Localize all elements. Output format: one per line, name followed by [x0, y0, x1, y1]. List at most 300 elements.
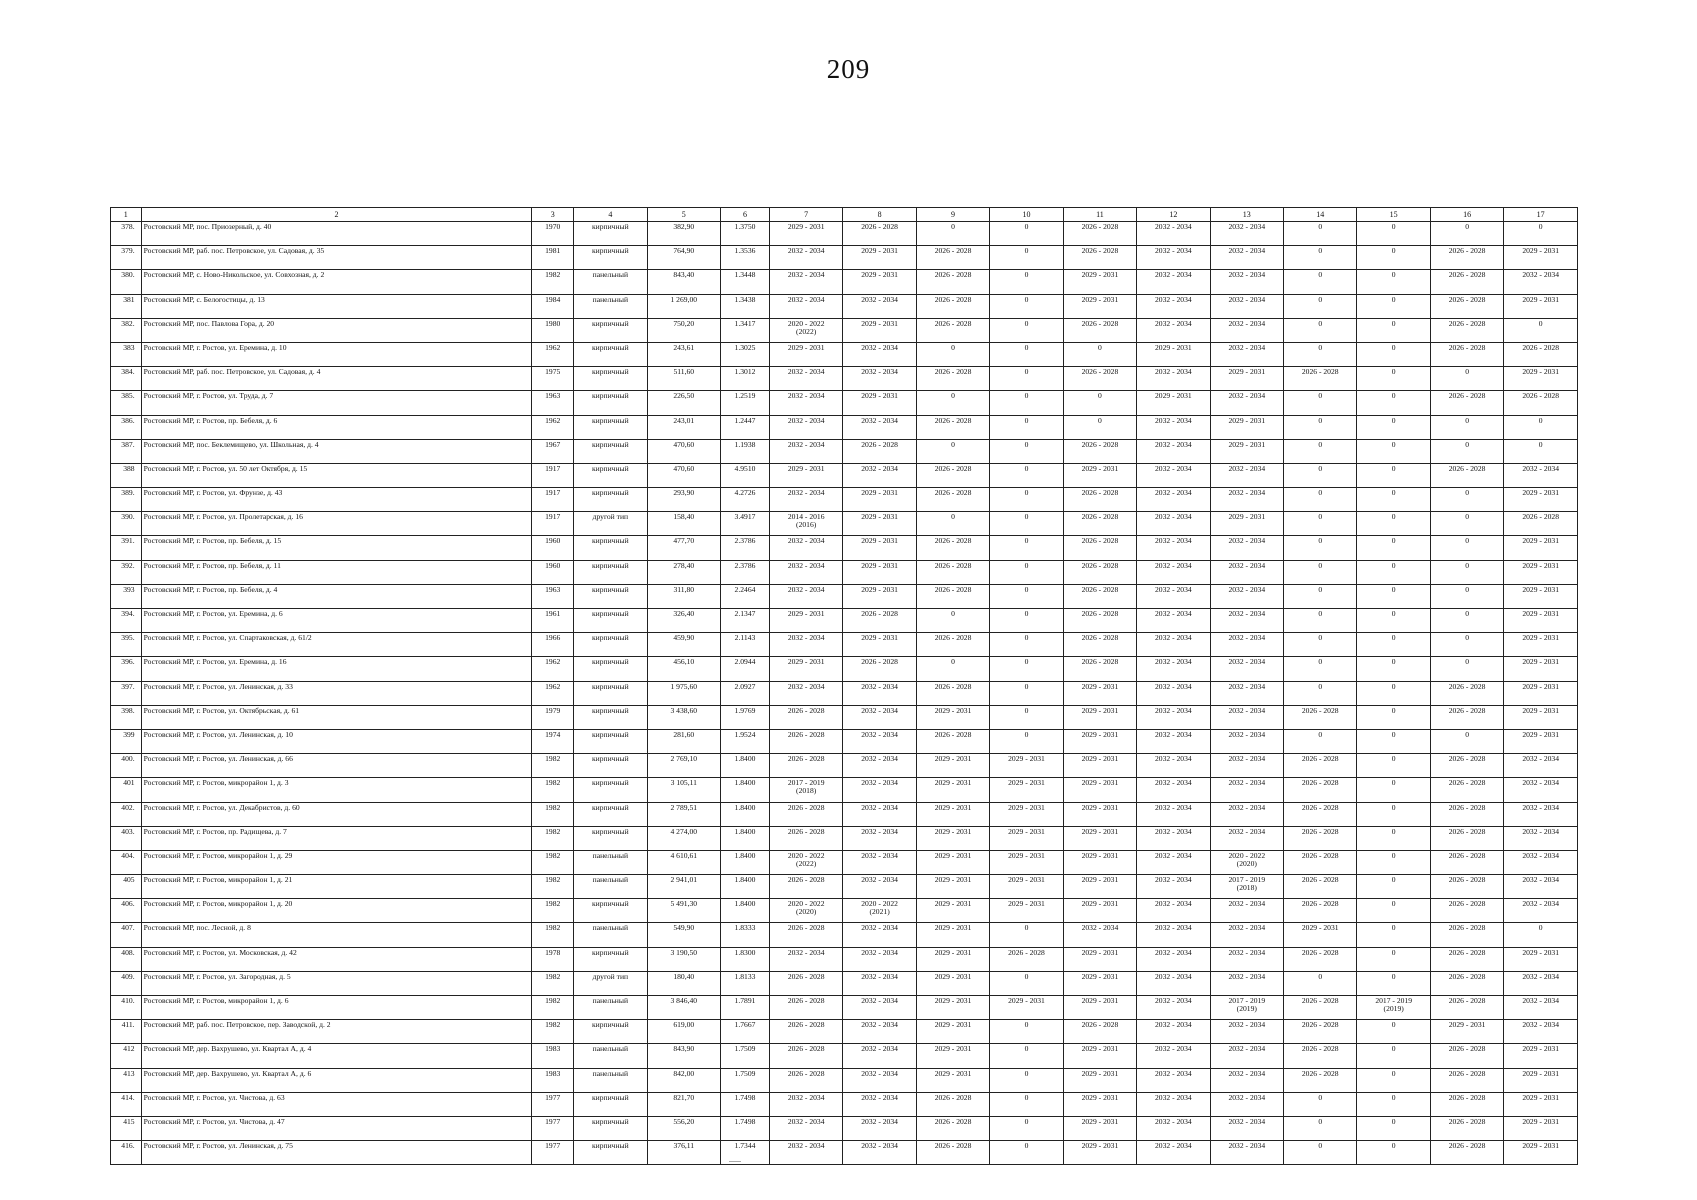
cell-col-12: [1137, 342, 1210, 366]
cell-value: 2.3786: [734, 560, 756, 570]
cell-value: 2026 - 2028: [1448, 246, 1486, 256]
cell-value: 0: [1465, 536, 1469, 546]
cell-value: 0: [1098, 415, 1102, 425]
cell-col-12: [1137, 439, 1210, 463]
cell-col-11: [1063, 415, 1136, 439]
cell-value: 2032 - 2034: [787, 246, 825, 256]
cell-col-14: [1284, 367, 1357, 391]
cell-col-3: [532, 657, 574, 681]
cell-col-4: [574, 802, 647, 826]
cell-value: 2029 - 2031: [1081, 971, 1119, 981]
cell-col-1: [111, 536, 142, 560]
cell-col-15: [1357, 971, 1430, 995]
cell-value: 1983: [545, 1044, 561, 1054]
cell-value: 379.: [121, 246, 135, 256]
table-row: [111, 439, 1578, 463]
cell-value: 0: [1465, 415, 1469, 425]
cell-col-2: [141, 536, 532, 560]
cell-value: 2026 - 2028: [1448, 923, 1486, 933]
cell-value: Ростовский МР, дер. Вахрушево, ул. Квартал А, д. 6: [143, 1068, 312, 1078]
cell-value: 1963: [545, 391, 561, 401]
cell-value: Ростовский МР, г. Ростов, ул. Чистова, д. 47: [143, 1116, 285, 1126]
cell-col-8: [843, 222, 916, 246]
cell-col-10: [990, 560, 1063, 584]
cell-value: 1978: [545, 947, 561, 957]
cell-value: 2026 - 2028: [787, 729, 825, 739]
cell-col-1: [111, 681, 142, 705]
cell-value: 1982: [545, 875, 561, 885]
cell-value: Ростовский МР, г. Ростов, микрорайон 1, д. 20: [143, 899, 293, 909]
cell-value: 3.4917: [734, 512, 756, 522]
column-number-15: 15: [1357, 208, 1430, 222]
cell-value: 1982: [545, 270, 561, 280]
cell-value: 2032 - 2034: [1155, 802, 1192, 812]
cell-col-15: [1357, 875, 1430, 899]
cell-value: 2026 - 2028: [1448, 899, 1486, 909]
cell-value: 2029 - 2031: [1228, 439, 1266, 449]
cell-value: 2026 - 2028: [934, 633, 972, 643]
cell-col-5: [647, 560, 720, 584]
cell-col-1: [111, 222, 142, 246]
cell-col-1: [111, 246, 142, 270]
cell-value: 2029 - 2031: [1008, 754, 1045, 764]
cell-value: 0: [1024, 609, 1029, 618]
cell-col-12: [1137, 971, 1210, 995]
cell-value: 1982: [545, 826, 561, 836]
cell-col-8: [843, 705, 916, 729]
cell-value: 0: [1391, 1044, 1396, 1054]
cell-value: Ростовский МР, г. Ростов, ул. Ленинская, д. 66: [143, 754, 293, 764]
cell-col-1: [111, 778, 142, 802]
cell-value: 2032 - 2034: [1228, 1044, 1266, 1054]
cell-col-16: [1430, 415, 1503, 439]
cell-col-15: [1357, 1068, 1430, 1092]
cell-value: 1917: [545, 463, 561, 473]
cell-value: 0: [1391, 899, 1396, 909]
cell-col-1: [111, 1068, 142, 1092]
cell-col-1: [111, 875, 142, 899]
cell-value: 2032 - 2034: [861, 367, 898, 377]
cell-value: 0: [1024, 536, 1029, 546]
cell-value: 2029 - 2031: [1522, 367, 1560, 377]
cell-col-12: [1137, 560, 1210, 584]
cell-value: кирпичный: [591, 947, 629, 957]
cell-value: 2029 - 2031: [1081, 705, 1119, 715]
cell-value: 2032 - 2034: [1228, 270, 1266, 280]
cell-value: 2029 - 2031: [1522, 1068, 1560, 1078]
cell-col-10: [990, 512, 1063, 536]
table-row: [111, 826, 1578, 850]
cell-col-13: [1210, 342, 1283, 366]
cell-value: 403.: [121, 826, 135, 836]
cell-value: 409.: [121, 971, 135, 981]
cell-value: 2026 - 2028: [787, 826, 825, 836]
cell-col-8: [843, 996, 916, 1020]
cell-col-6: [721, 971, 770, 995]
cell-value: 2029 - 2031: [1522, 1141, 1560, 1151]
cell-col-15: [1357, 584, 1430, 608]
cell-col-5: [647, 996, 720, 1020]
cell-value: 2032 - 2034: [1155, 875, 1192, 885]
cell-value: 2026 - 2028: [1081, 584, 1119, 594]
cell-col-1: [111, 947, 142, 971]
cell-col-8: [843, 633, 916, 657]
cell-value: 2026 - 2028: [1301, 947, 1339, 957]
cell-value: 2032 - 2034: [1155, 947, 1192, 957]
cell-value: 1982: [545, 850, 561, 860]
cell-col-5: [647, 367, 720, 391]
cell-col-2: [141, 1044, 532, 1068]
cell-value: 1.8400: [734, 802, 756, 812]
cell-value: 2014 - 2016: [787, 512, 825, 522]
cell-value: 1975: [545, 367, 561, 377]
cell-col-2: [141, 391, 532, 415]
cell-value: 477,70: [673, 536, 695, 546]
cell-value: 4 274,00: [670, 826, 698, 836]
cell-value: Ростовский МР, г. Ростов, ул. Октябрьская, д. 61: [143, 705, 300, 715]
cell-value: 2020 - 2022: [787, 899, 825, 909]
cell-col-14: [1284, 778, 1357, 802]
cell-value: 2026 - 2028: [787, 754, 825, 764]
cell-col-10: [990, 1044, 1063, 1068]
cell-value: 2029 - 2031: [1522, 488, 1560, 498]
cell-col-5: [647, 778, 720, 802]
cell-col-4: [574, 681, 647, 705]
cell-col-16: [1430, 560, 1503, 584]
cell-value: 0: [1391, 971, 1396, 981]
cell-value: 2032 - 2034: [1228, 802, 1266, 812]
cell-value: 1.9769: [734, 705, 756, 715]
cell-value: кирпичный: [591, 899, 629, 909]
cell-value: 2032 - 2034: [1155, 705, 1192, 715]
cell-col-11: [1063, 1116, 1136, 1140]
cell-value: 2026 - 2028: [1081, 536, 1119, 546]
cell-value: 3 438,60: [670, 705, 698, 715]
cell-col-11: [1063, 294, 1136, 318]
cell-value: 0: [1391, 802, 1396, 812]
cell-value: 2026 - 2028: [1522, 512, 1560, 522]
cell-col-1: [111, 415, 142, 439]
cell-value: 2026 - 2028: [1301, 875, 1339, 885]
cell-col-16: [1430, 367, 1503, 391]
cell-col-14: [1284, 318, 1357, 342]
cell-value: 2029 - 2031: [1081, 729, 1119, 739]
cell-value: 0: [1391, 754, 1396, 764]
cell-value: 2026 - 2028: [1081, 560, 1119, 570]
cell-col-4: [574, 512, 647, 536]
cell-value: 1917: [545, 512, 561, 522]
cell-value: 2029 - 2031: [1081, 826, 1119, 836]
cell-value: 2032 - 2034: [1228, 633, 1266, 643]
cell-value: 1962: [545, 342, 561, 352]
cell-col-5: [647, 875, 720, 899]
cell-value: Ростовский МР, г. Ростов, ул. Еремина, д. 16: [143, 657, 287, 667]
cell-value: 0: [1538, 923, 1543, 933]
cell-completion-year: (2016): [796, 520, 817, 530]
cell-col-12: [1137, 923, 1210, 947]
cell-col-14: [1284, 222, 1357, 246]
cell-col-16: [1430, 463, 1503, 487]
cell-col-3: [532, 778, 574, 802]
cell-col-14: [1284, 391, 1357, 415]
cell-col-6: [721, 609, 770, 633]
cell-col-5: [647, 270, 720, 294]
cell-col-13: [1210, 657, 1283, 681]
cell-value: 2029 - 2031: [1081, 899, 1119, 909]
cell-value: 382,90: [673, 222, 695, 231]
cell-value: 0: [1318, 657, 1323, 667]
cell-value: 0: [1391, 294, 1396, 304]
cell-col-9: [916, 536, 989, 560]
cell-col-2: [141, 294, 532, 318]
cell-col-15: [1357, 826, 1430, 850]
cell-value: 0: [1391, 584, 1396, 594]
cell-col-7: [769, 705, 842, 729]
cell-col-6: [721, 222, 770, 246]
cell-value: 2032 - 2034: [1228, 342, 1266, 352]
cell-col-10: [990, 681, 1063, 705]
cell-col-2: [141, 367, 532, 391]
cell-col-9: [916, 633, 989, 657]
cell-value: 2032 - 2034: [861, 415, 898, 425]
cell-col-15: [1357, 899, 1430, 923]
cell-col-17: [1504, 947, 1578, 971]
cell-col-7: [769, 729, 842, 753]
cell-value: 0: [951, 657, 955, 667]
cell-col-3: [532, 633, 574, 657]
cell-value: 1977: [545, 1092, 561, 1102]
cell-col-14: [1284, 802, 1357, 826]
cell-col-13: [1210, 560, 1283, 584]
cell-value: 2032 - 2034: [787, 536, 825, 546]
cell-col-10: [990, 222, 1063, 246]
cell-value: 1983: [545, 1068, 561, 1078]
cell-value: 2029 - 2031: [861, 318, 898, 328]
cell-value: 2026 - 2028: [1448, 463, 1486, 473]
cell-col-17: [1504, 1116, 1578, 1140]
cell-col-9: [916, 1141, 989, 1165]
cell-value: 2026 - 2028: [1081, 367, 1119, 377]
cell-col-14: [1284, 294, 1357, 318]
cell-col-8: [843, 270, 916, 294]
table-row: [111, 947, 1578, 971]
cell-value: 1.2447: [734, 415, 756, 425]
cell-value: 0: [1024, 584, 1029, 594]
table-row: [111, 560, 1578, 584]
cell-col-8: [843, 246, 916, 270]
cell-col-12: [1137, 1068, 1210, 1092]
cell-value: 2029 - 2031: [1081, 294, 1119, 304]
cell-value: 2026 - 2028: [1081, 512, 1119, 522]
cell-value: кирпичный: [591, 584, 629, 594]
cell-value: 2032 - 2034: [1228, 609, 1266, 618]
table-row: [111, 923, 1578, 947]
cell-value: 2029 - 2031: [861, 270, 898, 280]
cell-col-14: [1284, 681, 1357, 705]
column-number-12: 12: [1137, 208, 1210, 222]
cell-col-2: [141, 318, 532, 342]
cell-value: 1.2519: [734, 391, 756, 401]
cell-value: 2026 - 2028: [934, 415, 972, 425]
cell-value: 2032 - 2034: [787, 367, 825, 377]
cell-value: 2032 - 2034: [1155, 560, 1192, 570]
cell-value: 401: [123, 778, 135, 788]
cell-col-13: [1210, 512, 1283, 536]
table-row: [111, 463, 1578, 487]
cell-value: 0: [1318, 222, 1323, 231]
cell-value: 2029 - 2031: [1008, 802, 1045, 812]
cell-value: 1982: [545, 899, 561, 909]
cell-value: 387.: [121, 439, 135, 449]
cell-value: 0: [1024, 246, 1029, 256]
cell-value: 2032 - 2034: [1155, 609, 1192, 618]
cell-value: 2032 - 2034: [787, 415, 825, 425]
cell-value: 1.8133: [734, 971, 756, 981]
cell-col-12: [1137, 222, 1210, 246]
cell-col-12: [1137, 391, 1210, 415]
cell-col-9: [916, 778, 989, 802]
cell-col-4: [574, 754, 647, 778]
cell-col-17: [1504, 342, 1578, 366]
cell-col-10: [990, 318, 1063, 342]
cell-col-15: [1357, 560, 1430, 584]
cell-value: 2032 - 2034: [1522, 971, 1560, 981]
cell-col-10: [990, 657, 1063, 681]
cell-col-13: [1210, 584, 1283, 608]
cell-value: Ростовский МР, г. Ростов, микрорайон 1, д. 3: [143, 778, 289, 788]
cell-value: 0: [1391, 1092, 1396, 1102]
cell-value: 2026 - 2028: [1448, 342, 1486, 352]
cell-col-10: [990, 778, 1063, 802]
cell-value: 0: [1538, 318, 1543, 328]
cell-col-16: [1430, 971, 1503, 995]
cell-value: 2026 - 2028: [1448, 802, 1486, 812]
cell-col-3: [532, 1116, 574, 1140]
column-number-9: 9: [916, 208, 989, 222]
cell-col-10: [990, 754, 1063, 778]
cell-col-4: [574, 1068, 647, 1092]
table-row: [111, 996, 1578, 1020]
cell-col-2: [141, 657, 532, 681]
cell-col-8: [843, 318, 916, 342]
cell-col-2: [141, 875, 532, 899]
cell-col-14: [1284, 1068, 1357, 1092]
cell-value: Ростовский МР, пос. Беклемищево, ул. Школьная, д. 4: [143, 439, 319, 449]
cell-value: 381: [123, 294, 135, 304]
column-number-11: 11: [1063, 208, 1136, 222]
cell-col-11: [1063, 947, 1136, 971]
cell-value: 1.8300: [734, 947, 756, 957]
cell-col-8: [843, 1020, 916, 1044]
cell-value: 378.: [121, 222, 135, 231]
cell-value: 0: [1391, 246, 1396, 256]
cell-col-2: [141, 729, 532, 753]
cell-value: 0: [1318, 270, 1323, 280]
cell-col-2: [141, 971, 532, 995]
cell-col-1: [111, 996, 142, 1020]
cell-value: 2029 - 2031: [1522, 1092, 1560, 1102]
cell-col-14: [1284, 899, 1357, 923]
cell-col-7: [769, 222, 842, 246]
cell-col-17: [1504, 318, 1578, 342]
cell-col-17: [1504, 488, 1578, 512]
cell-col-10: [990, 342, 1063, 366]
cell-value: 0: [1318, 294, 1323, 304]
cell-col-9: [916, 415, 989, 439]
cell-value: 0: [951, 439, 955, 449]
cell-col-5: [647, 415, 720, 439]
cell-value: 0: [1391, 439, 1396, 449]
cell-col-9: [916, 875, 989, 899]
cell-col-12: [1137, 1141, 1210, 1165]
cell-completion-year: (2018): [796, 786, 817, 796]
cell-value: 2026 - 2028: [934, 560, 972, 570]
cell-col-10: [990, 729, 1063, 753]
cell-value: Ростовский МР, раб. пос. Петровское, ул. Садовая, д. 4: [143, 367, 321, 377]
cell-value: 2029 - 2031: [1081, 681, 1119, 691]
cell-col-7: [769, 899, 842, 923]
cell-value: 2032 - 2034: [1228, 1020, 1266, 1030]
cell-value: 2026 - 2028: [1301, 802, 1339, 812]
cell-col-14: [1284, 270, 1357, 294]
cell-value: 2032 - 2034: [1155, 584, 1192, 594]
cell-col-8: [843, 488, 916, 512]
cell-col-9: [916, 657, 989, 681]
cell-col-4: [574, 947, 647, 971]
cell-value: 3 190,50: [670, 947, 698, 957]
cell-col-16: [1430, 633, 1503, 657]
cell-value: 2032 - 2034: [861, 1116, 898, 1126]
cell-value: 1.3025: [734, 342, 756, 352]
cell-value: 411.: [121, 1020, 135, 1030]
cell-value: 2026 - 2028: [787, 996, 825, 1005]
cell-value: 1917: [545, 488, 561, 498]
cell-value: 2032 - 2034: [1155, 439, 1192, 449]
cell-col-17: [1504, 850, 1578, 874]
cell-col-16: [1430, 584, 1503, 608]
cell-col-5: [647, 246, 720, 270]
cell-col-8: [843, 1141, 916, 1165]
cell-col-2: [141, 222, 532, 246]
cell-value: 2029 - 2031: [1228, 512, 1266, 522]
cell-value: 1960: [545, 560, 561, 570]
cell-col-4: [574, 899, 647, 923]
cell-col-8: [843, 463, 916, 487]
cell-col-16: [1430, 1020, 1503, 1044]
cell-col-3: [532, 391, 574, 415]
table-row: [111, 609, 1578, 633]
cell-value: кирпичный: [591, 609, 629, 618]
cell-col-8: [843, 1092, 916, 1116]
cell-value: 0: [1024, 1116, 1029, 1126]
cell-col-6: [721, 899, 770, 923]
cell-col-1: [111, 294, 142, 318]
table-row: [111, 246, 1578, 270]
cell-col-12: [1137, 536, 1210, 560]
cell-col-11: [1063, 270, 1136, 294]
cell-value: 2026 - 2028: [934, 318, 972, 328]
cell-col-4: [574, 705, 647, 729]
cell-col-3: [532, 463, 574, 487]
cell-value: 2029 - 2031: [1155, 391, 1192, 401]
cell-value: 2.1143: [734, 633, 756, 643]
cell-value: 384.: [121, 367, 135, 377]
cell-col-11: [1063, 1044, 1136, 1068]
cell-col-10: [990, 463, 1063, 487]
cell-value: 1982: [545, 802, 561, 812]
cell-value: 0: [1318, 463, 1323, 473]
cell-value: Ростовский МР, пос. Лесной, д. 8: [143, 923, 251, 933]
